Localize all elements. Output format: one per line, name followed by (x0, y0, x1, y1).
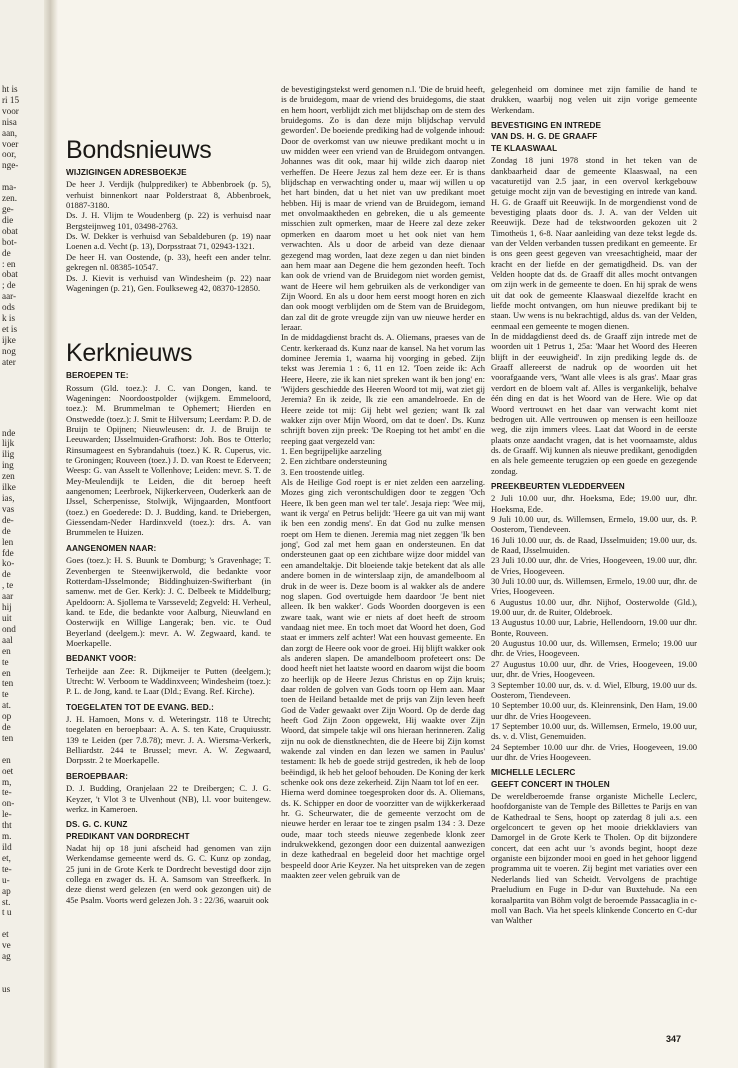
edge-text-fragment: zen. (2, 193, 18, 204)
edge-text-fragment: de (2, 247, 11, 258)
page-gutter (44, 0, 58, 1068)
edge-text-fragment: oet (2, 765, 14, 776)
kunz-text-sermon: Als de Heilige God roept is er niet zelden een aarzeling. Mozes ging zich verontschuldigen door te zeggen 'Och Heere, Ik ben geen man wel ter tale'. Jesaja riep: 'Wee mij, want ik verga' en Petrus belijdt: 'Heere ga uit van mij want ik ben een zondig mens'. En dat God nu zulke mensen roept om Hem te dienen. Jeremia mag niet zeggen 'Ik ben jong', God zal met hem gaan en ondersteunen. En dat ondersteunen gaat op een zichtbare wijze door middel van een amandeltakje. Dit bloeiende takje betekent dat als alle andere bomen in de winterslaap zijn, de amandelboom al druk in de weer is. Deze boom is al wakker als de andere nog slapen. God overtuigde hem daardoor 'Je bent niet alleen. Ik ben wakker'. Gods Woorden doorgeven is een zware taak, want wie er niets af doet heeft de stroom vandaag niet mee. En toch moet dat Woord het doen, God staat er immers zelf achter! Wat een houvast gemeente. En dan zorgt de Heere ook voor de groei. Hij blijft wakker ook als anderen slapen. De amandelboom profeteert ons: De dood heeft niet het laatste woord en daarom wijst die boom zo heerlijk op de Heere Jezus Christus en op Zijn kruis; daar rolden de golven van Gods toorn op Hem aan. Maar toen de Heiland betaalde met de prijs van Zijn leven heeft God de Vader gewaakt over Zijn Woord. Op de derde dag heeft God Zijn Zoon opgewekt, Hij waakte over Zijn Woord, dat simpele takje wil ons hieraan herinneren. Zalig zijn nu ook de dienstknechten, die de Heere bij Zijn komst wakende zal vinden en dan lezen we samen in Paulus' testament: Ik heb de goede strijd gestreden, ik heb de loop beëindigd, ik heb het geloof behouden. De Koning der kerk schenke ook ons deze zekerheid. Zijn Naam tot lof en eer. (281, 477, 485, 788)
edge-text-fragment: zen (2, 471, 15, 482)
edge-text-fragment: obat (2, 269, 18, 280)
edge-text-fragment: te (2, 689, 9, 700)
edge-text-fragment: ma- (2, 182, 17, 193)
edge-text-fragment: m, (2, 776, 12, 787)
edge-text-fragment: us (2, 983, 11, 994)
edge-text-fragment: et, (2, 852, 11, 863)
edge-text-fragment: uit (2, 612, 12, 623)
preekbeurt-item: 24 September 10.00 uur dhr. de Vries, Hoogeveen, 19.00 uur dhr. de Vries Hoogeveen. (491, 741, 697, 762)
edge-text-fragment: nisa (2, 116, 17, 127)
column-1 (66, 82, 271, 905)
edge-text-fragment: et is (2, 323, 18, 334)
graaff-heading: BEVESTIGING EN INTREDE (491, 121, 602, 131)
section-text: D. J. Budding, Oranjelaan 22 te Dreibergen; C. J. G. Keyzer, 't Vlot 3 te Ulvenhout (NB), l.l. voor buitengew. werkz. in Kameroen. (66, 783, 271, 814)
graaff-text: Zondag 18 juni 1978 stond in het teken van de dankbaarheid daar de gemeente Klaaswaal, na een vacaturetijd van 2.5 jaar, in een overvol kerkgebouw getuige mocht zijn van de bevestiging en intrede van kand. H. G. de Graaff uit Reeuwijk. In de morgendienst vond de bevestiging plaats door ds. J. A. van der Velden uit Reeuwijk. Deze had de tekstwoorden gekozen uit 2 Timotheüs 1, 6-8. Naar aanleiding van deze tekst legde ds. van der Velden verbanden tussen predikant en gemeente. Er is ons geen geest gegeven van vreesachtigheid, maar der kracht en der liefde en der gematigdheid. Ds. van der Velden hoopte dat ds. de Graaff dit alles mocht ontvangen om zijn werk in de gemeente te doen. En hij sprak de wens uit dat ook de gemeente Klaaswaal diezelfde kracht en liefde mocht ontvangen, om hun nieuwe predikant bij te staan. Uw wens is nu bekrachtigd, aldus ds. van der Velden, eenmaal een gemeente te mogen dienen. (491, 155, 697, 331)
edge-text-fragment: on- (2, 798, 15, 809)
edge-text-fragment: ten (2, 678, 14, 689)
kunz-text-start: Nadat hij op 18 juni afscheid had genomen van zijn Werkendamse gemeente werd ds. G. C. Kunz op zondag, 25 juni in de Grote Kerk te Dordrecht bevestigd door zijn collega en zwager ds. H. A. Samsom van Streefkerk. In deze dienst werd gelezen (en werd ook gezongen uit) de 45e Psalm. Voorts werd gelezen Joh. 3 : 22/36, waaruit ook (66, 843, 271, 905)
section-heading: BEROEPEN TE: (66, 371, 129, 381)
edge-text-fragment: ve (2, 940, 11, 951)
edge-text-fragment: voer (2, 138, 19, 149)
bondsnieuws-paragraph: De heer J. Verdijk (hulpprediker) te Abbenbroek (p. 5), verhuist binnenkort naar Polderstraat 8, Abbenbroek, 01887-3180. (66, 179, 271, 211)
previous-page-text-fragments (2, 84, 40, 995)
bondsnieuws-paragraph: Ds. W. Dekker is verhuisd van Sebaldeburen (p. 19) naar Loenen a.d. Vecht (p. 13), Dorpsstraat 71, 02943-1321. (66, 231, 271, 252)
edge-text-fragment: te (2, 656, 9, 667)
edge-text-fragment: ater (2, 356, 16, 367)
edge-text-fragment: hij (2, 602, 12, 613)
page-number: 347 (666, 1034, 682, 1044)
leclerc-subheading: GEEFT CONCERT IN THOLEN (491, 779, 610, 789)
edge-text-fragment: len (2, 536, 14, 547)
kunz-subheading: PREDIKANT VAN DORDRECHT (66, 831, 190, 841)
edge-text-fragment: de (2, 525, 11, 536)
kunz-text-continued: de bevestigingstekst werd genomen n.l. 'Die de bruid heeft, is de bruidegom, maar de vriend des bruidegoms, die staat en hem hoort, verblijdt zich met blijdschap om de stem des bruidegoms. Zo is dan deze mijn blijdschap vervuld geworden'. De boeiende prediking had de volgende inhoud: Door de overkomst van uw nieuwe predikant mocht u in uw midden weer een vriend van de Bruidegom ontvangen. Johannes was dit ook, maar hij wilde zich daarop niet verheffen. De Heere Jezus zal hem deze eer. Er is thans blijdschap en verwachting onder u, maar wij willen u op het hart binden, dat u het niet van uw predikant moet hebben. Hij is maar de vriend van de Bruidegom, iemand met onvolmaaktheden en gebreken, die u als gemeente misschien zult opmerken, maar de Heere zal deze zeker opmerken en daarom moet u het ook niet van hem verwachten. Als u door de arbeid van deze dienaar gezegend mag worden, laat deze zegen u dan niet binden aan hem maar aan Degene die hem gezonden heeft. Toch kan ook de vriend van de Bruidegom niet worden gemist, want de Heere wil hem gebruiken als de verkondiger van Zijn Woord. En als u door hem eerst moogt horen en zich dan ook moogt verblijden om de Stem van de Bruidegom, dan zal dit de grote vreugde zijn van uw nieuwe herder en leraar. (281, 84, 485, 332)
preekbeurten-heading: PREEKBEURTEN VLEDDERVEEN (491, 481, 625, 491)
edge-text-fragment: ilig (2, 449, 15, 460)
edge-text-fragment: ods (2, 302, 15, 313)
edge-text-fragment: et (2, 929, 9, 940)
edge-text-fragment: st. (2, 896, 11, 907)
edge-text-fragment: voor (2, 105, 19, 116)
edge-text-fragment: ko- (2, 558, 15, 569)
preekbeurt-item: 20 Augustus 10.00 uur, ds. Willemsen, Ermelo; 19.00 uur dhr. de Vries, Hoogeveen. (491, 638, 697, 659)
edge-text-fragment (2, 918, 40, 929)
edge-text-fragment: ten (2, 732, 14, 743)
preekbeurt-item: 13 Augustus 10.00 uur, Labrie, Hellendoorn, 19.00 uur dhr. Bonte, Rouveen. (491, 617, 697, 638)
edge-text-fragment: te- (2, 787, 12, 798)
edge-text-fragment: ias, (2, 493, 15, 503)
edge-text-fragment: bot- (2, 236, 17, 247)
edge-text-fragment: obat (2, 225, 18, 236)
kunz-text-closing: Hierna werd dominee toegesproken door ds. A. Oliemans, ds. K. Schipper en door de voorzitter van de wijkkerkeraad hr. G. Scheurwater, die de gemeente verzocht om de nieuwe herder en leraar toe te zingen psalm 134 : 3. Deze oude, maar toch steeds nieuwe zegenbede klonk zeer indrukwekkend, gezongen door een duizental aanwezigen in deze kathedraal en begeleid door het machtige orgel bespeeld door Arie Keyzer. Na het uitspreken van de zegen maakten zeer velen gebruik van de (281, 787, 485, 881)
edge-text-fragment (2, 973, 40, 984)
preekbeurt-item: 17 September 10.00 uur, ds. Willemsen, Ermelo, 19.00 uur, ds. v. d. Vlist, Genemuiden. (491, 720, 697, 742)
edge-text-fragment: aar (2, 591, 14, 602)
graaff-text: In de middagdienst deed ds. de Graaff zijn intrede met de woorden uit 1 Petrus 1, 25a: 'Maar het Woord des Heeren blijft in der eeuwigheid'. In zijn prediking legde ds. de Graaff allereerst de nadruk op de woorden uit het voorafgaande vers, 'Want alle vlees is als gras'. Maar gras verdort en de bloem valt af. Alles is vergankelijk, behalve één ding en dat is het Woord van de Here. Wie op dat Woord vertrouwt en het daar van verwacht komt niet bedrogen uit. Alle vertrouwen op mensen is een heillooze weg, die zijn immers vlees. Laat dat Woord in de eerste plaats onze aandacht vragen, dat is het voornaamste, aldus ds. de Graaff. Wij kunnen als nieuwe predikant, genodigden en als hele gemeente terugzien op een goede en gezegende zondag. (491, 331, 697, 476)
edge-text-fragment: de (2, 569, 11, 580)
bondsnieuws-title: Bondsnieuws (66, 136, 212, 164)
edge-text-fragment: nog (2, 345, 16, 356)
kunz-list-item: 3. Een troostende uitleg. (281, 466, 365, 477)
edge-text-fragment: ap (2, 885, 11, 896)
preekbeurt-item: 6 Augustus 10.00 uur, dhr. Nijhof, Oosterwolde (Gld.), 19.00 uur, dr. de Ruiter, Oldebroek. (491, 596, 697, 618)
section-heading: AANGENOMEN NAAR: (66, 543, 157, 553)
section-heading: TOEGELATEN TOT DE EVANG. BED.: (66, 702, 214, 712)
section-text: Terheijde aan Zee: R. Dijkmeijer te Putten (deelgem.); Utrecht: W. Verboom te Waddinxveen; Windesheim (toez.): P. L. de Jong, kand. te Laar (Dld.; Evang. Ref. Kirche). (66, 665, 271, 697)
bondsnieuws-subtitle: WIJZIGINGEN ADRESBOEKJE (66, 168, 187, 177)
edge-text-fragment: ht is (2, 84, 18, 94)
preekbeurt-item: 30 Juli 10.00 uur, ds. Willemsen, Ermelo, 19.00 uur, dhr. de Vries, Hoogeveen. (491, 576, 697, 597)
edge-text-fragment: ing (2, 460, 14, 471)
kunz-heading: DS. G. C. KUNZ (66, 820, 128, 830)
bondsnieuws-paragraph: Ds. J. Kievit is verhuisd van Windesheim (p. 22) naar Wageningen (p. 21), Gen. Foulkseweg 42, 08370-12850. (66, 272, 271, 293)
bondsnieuws-paragraph: Ds. J. H. Vlijm te Woudenberg (p. 22) is verhuisd naar Bergsteijnweg 101, 03498-2763. (66, 210, 271, 231)
graaff-subheading-place: TE KLAASWAAL (491, 143, 558, 153)
edge-text-fragment: at. (2, 700, 11, 711)
preekbeurt-item: 27 Augustus 10.00 uur, dhr. de Vries, Hoogeveen, 19.00 uur, dhr. de Vries, Hoogeveen. (491, 658, 697, 680)
edge-text-fragment: oor, (2, 149, 17, 160)
edge-text-fragment (2, 171, 40, 182)
edge-text-fragment: nge- (2, 160, 19, 171)
edge-text-fragment: ge- (2, 203, 14, 214)
edge-text-fragment: de (2, 722, 11, 733)
edge-text-fragment: ag (2, 951, 11, 962)
edge-text-fragment: u- (2, 874, 10, 885)
leclerc-text: De wereldberoemde franse organiste Michelle Leclerc, hoofdorganiste van de Temple des Billettes te Parijs en van de Kathedraal te Sens, hoopt op zaterdag 8 juli a.s. een orgelconcert te geven op het mooie driekklaviers van Damorgel in de Grote Kerk te Tholen. Op dit bijzondere concert, dat een acht uur 's avonds begint, hoopt deze organiste een bijzonder mooi en goed in het gehoor liggend programma uit te voeren. Zij begint met variaties over een Nederlands lied van Scheidt. Vervolgens de prachtige Praeludium en Fuge in D-dur van Buxtehude. Na een koraalpartita van Böhm volgt de beroemde Passacaglia in c-moll van Bach. Via het speels klinkende Concerto en C-dur van Walther (491, 791, 697, 926)
edge-text-fragment: aar- (2, 291, 17, 302)
edge-text-fragment: ; de (2, 280, 16, 291)
section-heading: BEROEPBAAR: (66, 771, 129, 781)
edge-text-fragment: fde (2, 547, 14, 558)
edge-text-fragment: ri 15 (2, 94, 20, 105)
edge-text-fragment: en (2, 754, 11, 765)
edge-text-fragment: die (2, 214, 14, 225)
kunz-list-item: 1. Een begrijpelijke aarzeling (281, 446, 382, 457)
edge-text-fragment: k is (2, 313, 16, 324)
edge-text-fragment: ild (2, 842, 12, 852)
edge-text-fragment: le- (2, 809, 12, 820)
preekbeurt-item: 16 Juli 10.00 uur, ds. de Raad, IJsselmuiden; 19.00 uur, ds. de Raad, IJsselmuiden. (491, 534, 697, 556)
column-2 (281, 84, 485, 880)
edge-text-fragment: en (2, 667, 11, 678)
leclerc-heading: MICHELLE LECLERC (491, 768, 576, 778)
edge-gap (2, 368, 40, 428)
kunz-text-end: gelegenheid om dominee met zijn familie de hand te drukken, waarbij nog velen uit zijn vorige gemeente Werkendam. (491, 84, 697, 115)
preekbeurt-item: 3 September 10.00 uur, ds. v. d. Wiel, Elburg, 19.00 uur ds. Oosterom, Tiendeveen. (491, 679, 697, 700)
edge-text-fragment: m. (2, 831, 12, 842)
preekbeurt-item: 2 Juli 10.00 uur, dhr. Hoeksma, Ede; 19.00 uur, dhr. Hoeksma, Ede. (491, 493, 697, 514)
section-text: Rossum (Gld. toez.): J. C. van Dongen, kand. te Wageningen: Noordoostpolder (wijkgem. Emmeloord, toez.): M. Brummelman te Ophemert; Hierden en Onstwedde (toez.): J. Smit te Hilversum; Leerdam: P. D. de Bruijn te Opijnen; Nieuwleusen: dr. J. de Bruijn te Leeuwarden; IJsselmuiden-Grafhorst: Joh. Bos te Otterlo; Rinsumageest en Sybrandahuis (toez.) K. R. Cuperus, vic. te Groningen; Rouveen (toez.) J. D. van Roest te Ederveen; Weesp: G. van Asselt te Vollenhove; Leiden: mevr. S. T. de Mey-Meulendijk te Leiden, die dit beroep heeft aangenomen; Leerbroek, Nijkerkerveen, Ouderkerk aan de IJssel, Scherpenisse, Stolwijk, Wijngaarden, Montfoort (toez.) en Goederede: D. J. Budding, kand. te Driebergen, Giessendam-Neder Hardinxveld (toez.): drs. A. van Brummelen te Huizen. (66, 382, 271, 538)
edge-text-fragment: lijk (2, 438, 15, 449)
edge-text-fragment: vas (2, 503, 15, 514)
edge-text-fragment: , te (2, 580, 14, 591)
kerknieuws-title: Kerknieuws (66, 339, 193, 368)
edge-text-fragment: en (2, 645, 11, 656)
kunz-text-afternoon: In de middagdienst bracht ds. A. Oliemans, praeses van de Centr. kerkeraad ds. Kunz naar de kansel. Na het vorum las dominee Jeremia 1, waarna hij voorging in gebed. Zijn tekst was Jeremia 1 : 6, 11 en 12. 'Toen zeide ik: Ach Heere, Heere, zie ik kan niet spreken want ik ben jong' en: 'Wijders geschiedde des Heeren Woord tot mij, wat ziet gij Jeremia? En ik zeide, Ik zie een amandelroede. En de Heere zeide tot mij: Gij hebt wel gezien; want Ik zal wakker zijn over Mijn Woord, om dat te doen'. Ds. Kunz schrijft boven zijn preek: 'De Roeping tot het ambt' en die reeping gaat vergezeld van: (281, 332, 485, 446)
edge-text-fragment: ond (2, 623, 16, 634)
edge-text-fragment: aal (2, 634, 13, 645)
kunz-list-item: 2. Een zichtbare ondersteuning (281, 456, 387, 467)
edge-text-fragment: tht (2, 820, 12, 831)
edge-text-fragment: t u (2, 907, 12, 918)
edge-text-fragment: ilke (2, 482, 16, 493)
edge-text-fragment: de- (2, 514, 14, 525)
edge-text-fragment: : en (2, 258, 16, 269)
bondsnieuws-paragraph: De heer H. van Oostende, (p. 33), heeft een ander telnr. gekregen nl. 08385-10547. (66, 251, 271, 273)
column-3 (491, 84, 697, 926)
edge-text-fragment (2, 744, 40, 755)
section-text: Goes (toez.): H. S. Buunk te Domburg; 's Gravenhage; T. Zevenbergen te Steenwijkerwold, die bedankte voor Rotterdam-IJsselmonde; Biddinghuizen-Swifterbant (in samenw. met de Ger. Kerk): J. C. Delbeek te Middelburg; Apeldoorn: A. Sjollema te Varsseveld; Zegveld: H. Verheul, kand. te Ede, die bedankte voor Aalburg, Nieuwland en Oosterwijk en Willige Langerak; ben. vic. te Oud Beyerland (deelgem.): mevr. A. W. Zegwaard, kand. te Moerkapelle. (66, 555, 271, 648)
preekbeurt-item: 10 September 10.00 uur, ds. Kleinrensink, Den Ham, 19.00 uur dhr. de Vries Hoogeveen. (491, 700, 697, 721)
graaff-subheading: VAN DS. H. G. DE GRAAFF (491, 132, 598, 142)
edge-text-fragment: aan, (2, 127, 18, 138)
edge-text-fragment (2, 962, 40, 973)
edge-text-fragment: te- (2, 863, 12, 874)
section-heading: BEDANKT VOOR: (66, 654, 137, 664)
previous-page-edge (0, 0, 44, 1068)
section-text: J. H. Hamoen, Mons v. d. Weteringstr. 118 te Utrecht; toegelaten en beroepbaar: A. A. S. ten Kate, Cruquiusstr. 139 te Leiden (per 7.8.78); mevr. J. A. Wiersma-Verkerk, Belliardstr. 244 te Brussel; mevr. A. W. Zegwaard, Dorpsstr. 2 te Moerkapelle. (66, 714, 271, 766)
preekbeurt-item: 9 Juli 10.00 uur, ds. Willemsen, Ermelo, 19.00 uur, ds. P. Oosterom, Tiendeveen. (491, 514, 697, 535)
edge-text-fragment: op (2, 711, 12, 722)
preekbeurt-item: 23 Juli 10.00 uur, dhr. de Vries, Hoogeveen, 19.00 uur, dhr. de Vries, Hoogeveen. (491, 555, 697, 576)
edge-text-fragment: nde (2, 427, 16, 438)
edge-text-fragment: ijke (2, 334, 16, 345)
